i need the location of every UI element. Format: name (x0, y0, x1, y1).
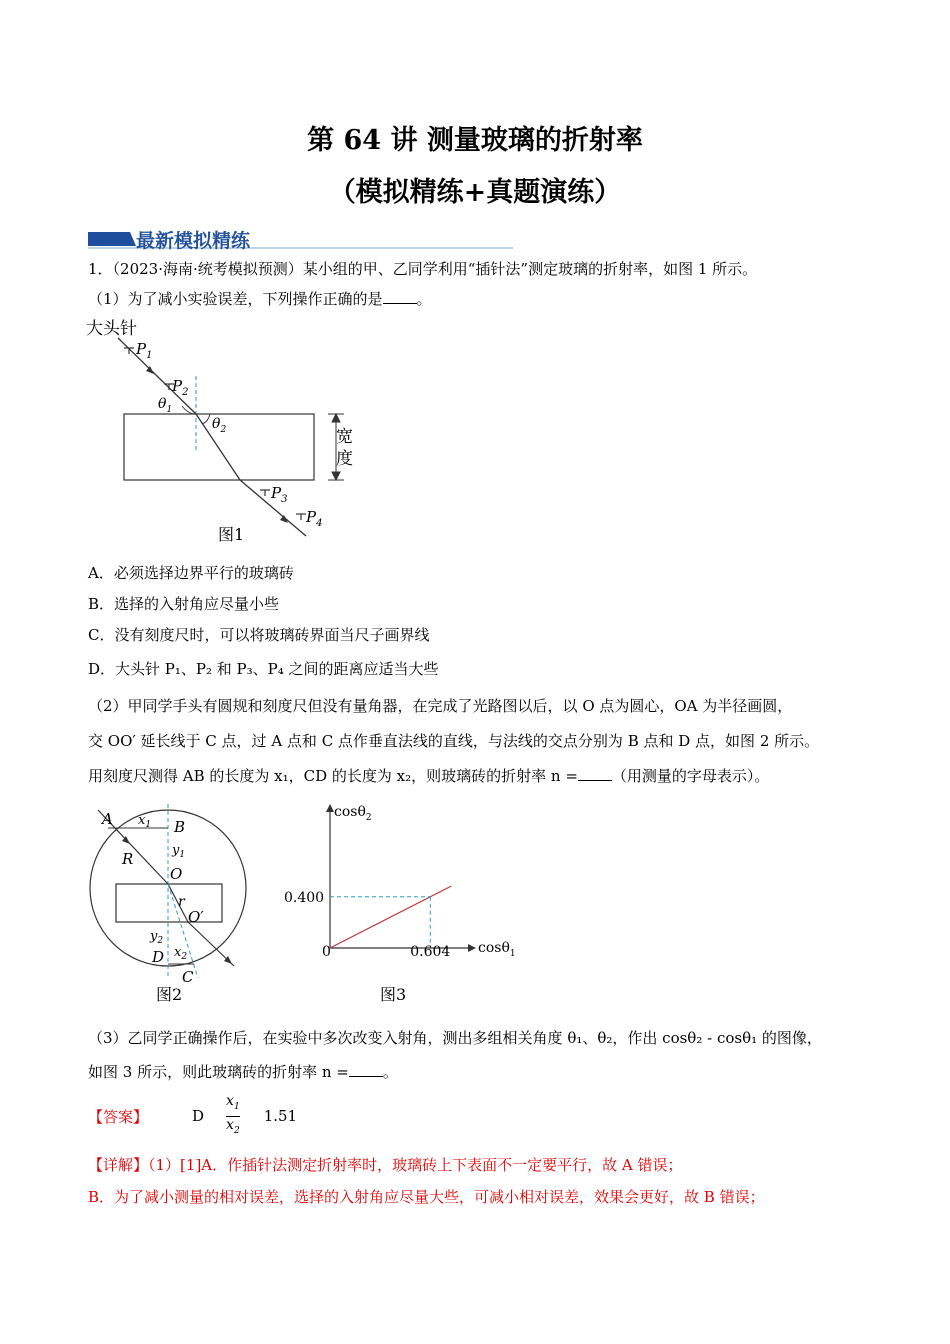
detail-line1 (88, 1154, 683, 1175)
figure-1 (84, 314, 374, 550)
question-part1 (88, 288, 432, 309)
incident-ray (118, 338, 196, 414)
option-d: D．大头针 P₁、P₂ 和 P₃、P₄ 之间的距离应适当大些 (88, 660, 439, 678)
answer-blank-2 (578, 766, 612, 781)
part3-line2-a: 如图 3 所示，则此玻璃砖的折射率 n = (88, 1063, 349, 1081)
answer-3: 1.51 (263, 1107, 298, 1125)
origin-label: 0 (322, 944, 331, 960)
option-c: C．没有刻度尺时，可以将玻璃砖界面当尺子画界线 (88, 626, 430, 644)
width-label-1: 宽 (336, 427, 353, 447)
part2-line1: （2）甲同学手头有圆规和刻度尺但没有量角器，在完成了光路图以后，以 O 点为圆心，OA 为半径画圆， (88, 697, 793, 715)
detail-label: 【详解】 (88, 1156, 149, 1174)
glass-block (116, 884, 222, 922)
figure-3 (280, 800, 530, 1006)
x-axis-label: cosθ$_1$ (478, 940, 516, 959)
fig1-caption: 图1 (218, 525, 245, 544)
label-c: C (182, 968, 194, 986)
part1-suffix: 。 (416, 290, 432, 308)
label-small-r: r (178, 894, 185, 910)
question-stem: 1．（2023·海南·统考模拟预测）某小组的甲、乙同学利用“插针法”测定玻璃的折射率，如图 1 所示。 (88, 260, 758, 278)
part2-line3-a: 用刻度尺测得 AB 的长度为 x₁，CD 的长度为 x₂，则玻璃砖的折射率 n = (88, 767, 578, 785)
label-y2: $y_2$ (150, 929, 164, 946)
label-x2: $x_2$ (174, 945, 188, 962)
label-r: R (122, 850, 134, 868)
pin-p3 (260, 490, 270, 496)
y-tick-label: 0.400 (284, 889, 325, 906)
answer-blank-1 (383, 289, 417, 304)
answer-blank-3 (349, 1062, 383, 1077)
section-label: 最新模拟精练 (136, 230, 251, 252)
label-p4: $P_4$ (306, 508, 323, 529)
label-y1: $y_1$ (172, 843, 186, 860)
label-o-prime: O′ (188, 908, 204, 926)
pin-p1 (124, 348, 134, 354)
label-p1: $P_1$ (136, 340, 153, 361)
pin-label: 大头针 (86, 319, 137, 339)
detail-text-1: （1）[1]A．作插针法测定折射率时，玻璃砖上下表面不一定要平行，故 A 错误； (148, 1156, 683, 1174)
part3-line2 (88, 1061, 398, 1082)
answer-1: D (192, 1107, 205, 1125)
answer-label: 【答案】 (88, 1107, 149, 1126)
width-dimension (328, 414, 344, 480)
section-header (88, 226, 513, 250)
part2-line2: 交 OO′ 延长线于 C 点，过 A 点和 C 点作垂直法线的直线，与法线的交点分别为 B 点和 D 点，如图 2 所示。 (88, 732, 820, 750)
x-tick-label: 0.604 (410, 944, 451, 960)
pin-p4 (296, 514, 306, 520)
fig2-caption: 图2 (156, 985, 183, 1004)
label-theta1: $\theta_1$ (158, 396, 173, 415)
label-x1: $x_1$ (138, 813, 152, 830)
label-b: B (174, 818, 186, 836)
label-d: D (152, 948, 165, 966)
fraction-numerator: $x_1$ (226, 1093, 240, 1117)
fig3-caption: 图3 (380, 985, 407, 1004)
option-b: B．选择的入射角应尽量小些 (88, 595, 280, 613)
page-title: 第 64 讲 测量玻璃的折射率 (307, 125, 643, 156)
figure-2 (84, 800, 254, 1006)
label-theta2: $\theta_2$ (212, 416, 227, 435)
detail-line2: B．为了减小测量的相对误差，选择的入射角应尽量大些，可减小相对误差，效果会更好，故 B 错误； (88, 1188, 765, 1206)
answer-row (88, 1094, 297, 1138)
part2-line3-b: （用测量的字母表示）。 (611, 767, 770, 785)
option-a: A．必须选择边界平行的玻璃砖 (88, 564, 294, 582)
x-axis-arrow (468, 944, 476, 952)
label-p3: $P_3$ (271, 484, 288, 505)
answer-2-fraction (226, 1093, 240, 1140)
label-a: A (102, 810, 113, 828)
theta2-arc (202, 414, 210, 424)
fraction-denominator: $x_2$ (226, 1116, 240, 1136)
label-p2: $P_2$ (172, 377, 189, 398)
part2-line3 (88, 765, 769, 786)
data-line (330, 886, 451, 948)
label-o: O (170, 865, 183, 883)
y-axis-label: cosθ$_2$ (334, 804, 372, 823)
width-label-2: 度 (336, 449, 353, 469)
y-axis-arrow (326, 804, 334, 812)
part3-line1: （3）乙同学正确操作后，在实验中多次改变入射角，测出多组相关角度 θ₁、θ₂，作出 cosθ₂ - cosθ₁ 的图像， (88, 1029, 822, 1047)
part1-prefix: （1）为了减小实验误差，下列操作正确的是 (88, 290, 383, 308)
page-subtitle: （模拟精练+真题演练） (328, 177, 622, 208)
part3-line2-b: 。 (382, 1063, 398, 1081)
